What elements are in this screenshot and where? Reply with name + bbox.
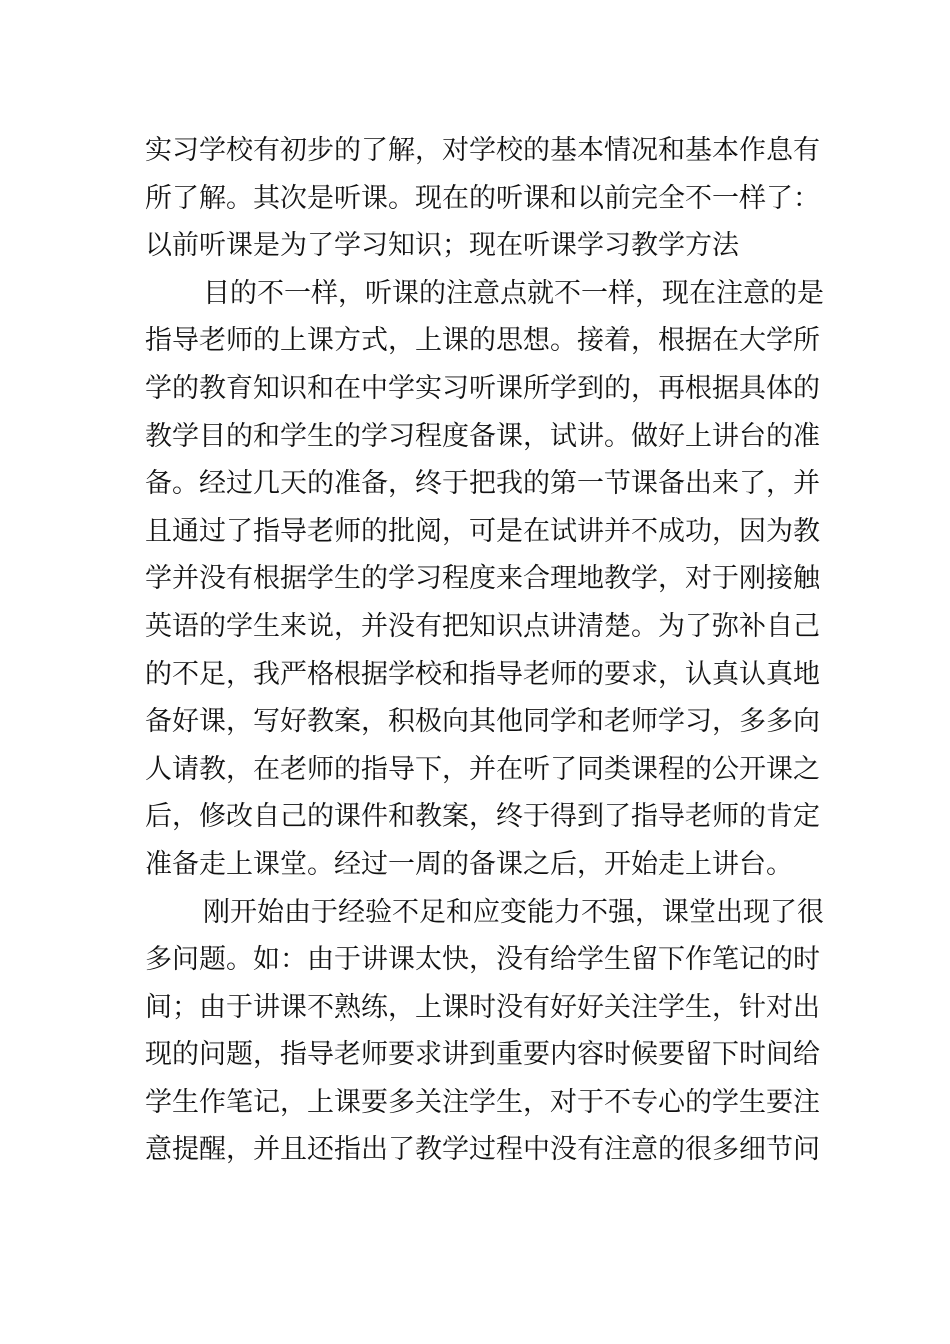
text-line: 学生作笔记，上课要多关注学生，对于不专心的学生要注 [145, 1086, 820, 1118]
text-line: 的不足，我严格根据学校和指导老师的要求，认真认真地 [145, 658, 820, 690]
text-line: 多问题。如：由于讲课太快，没有给学生留下作笔记的时 [145, 944, 820, 976]
text-line: 指导老师的上课方式，上课的思想。接着，根据在大学所 [145, 325, 820, 357]
text-line: 人请教，在老师的指导下，并在听了同类课程的公开课之 [145, 753, 820, 785]
text-line: 实习学校有初步的了解，对学校的基本情况和基本作息有 [145, 135, 820, 166]
paragraph-start-line: 目的不一样，听课的注意点就不一样，现在注意的是 [203, 277, 824, 309]
text-line: 英语的学生来说，并没有把知识点讲清楚。为了弥补自己 [145, 610, 820, 642]
text-line: 间；由于讲课不熟练，上课时没有好好关注学生，针对出 [145, 991, 820, 1023]
text-line: 现的问题，指导老师要求讲到重要内容时候要留下时间给 [145, 1039, 820, 1071]
text-line: 后，修改自己的课件和教案，终于得到了指导老师的肯定 [145, 801, 820, 833]
text-line: 准备走上课堂。经过一周的备课之后，开始走上讲台。 [145, 848, 793, 880]
text-line: 意提醒，并且还指出了教学过程中没有注意的很多细节问 [145, 1134, 820, 1166]
text-line: 以前听课是为了学习知识；现在听课学习教学方法 [145, 230, 739, 262]
body-text [145, 127, 824, 1174]
text-line: 所了解。其次是听课。现在的听课和以前完全不一样了： [145, 182, 820, 214]
text-line: 备好课，写好教案，积极向其他同学和老师学习，多多向 [145, 706, 820, 738]
paragraph-start-line: 刚开始由于经验不足和应变能力不强，课堂出现了很 [203, 896, 824, 928]
text-line: 学并没有根据学生的学习程度来合理地教学，对于刚接触 [145, 563, 820, 595]
text-line: 学的教育知识和在中学实习听课所学到的，再根据具体的 [145, 372, 820, 404]
text-line: 且通过了指导老师的批阅，可是在试讲并不成功，因为教 [145, 515, 820, 547]
text-line: 备。经过几天的准备，终于把我的第一节课备出来了，并 [145, 468, 820, 500]
text-line: 教学目的和学生的学习程度备课，试讲。做好上讲台的准 [145, 420, 820, 452]
